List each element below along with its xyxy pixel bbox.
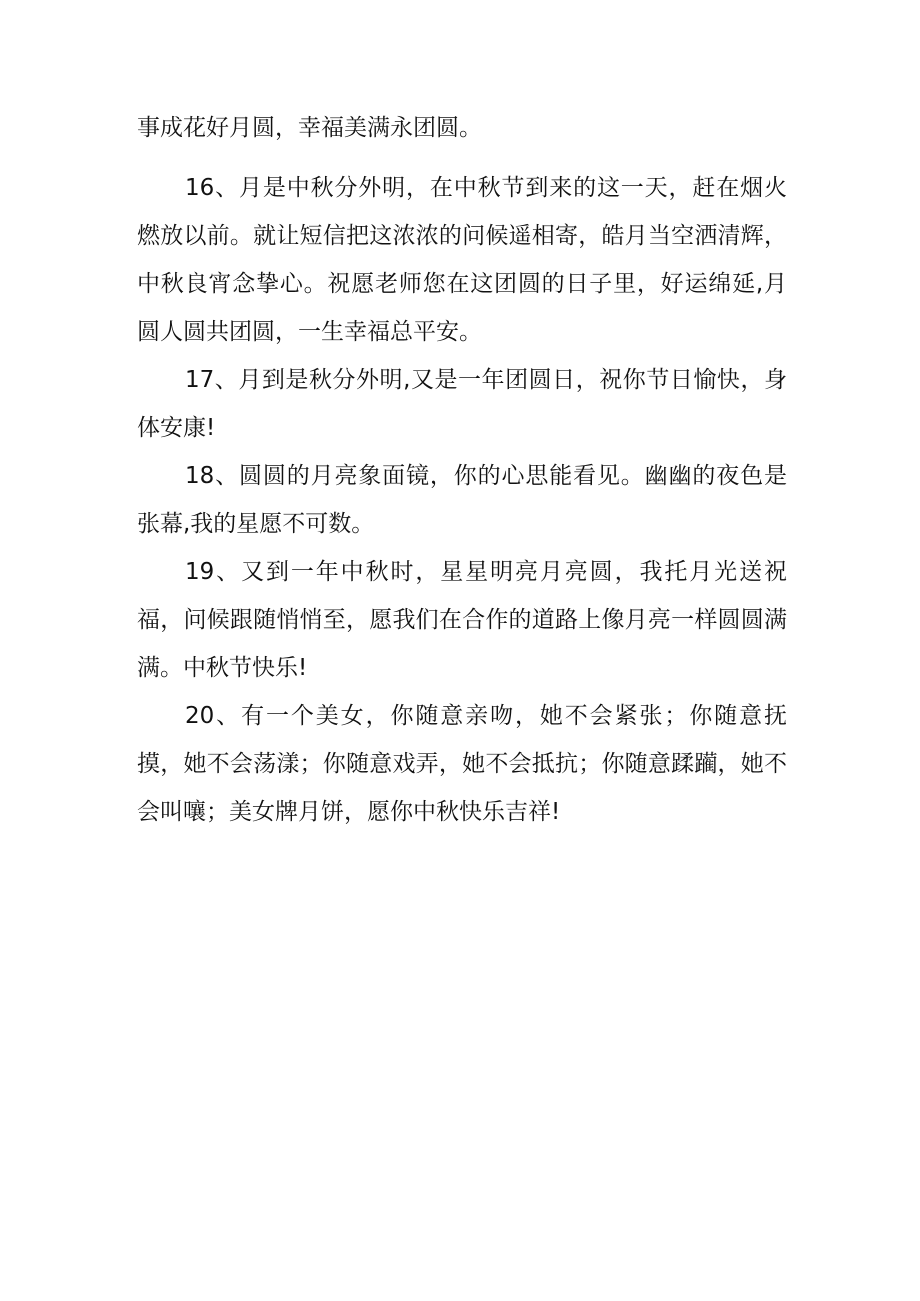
- paragraph-continuation: 事成花好月圆，幸福美满永团圆。: [137, 115, 482, 141]
- paragraph-16: 16、月是中秋分外明，在中秋节到来的这一天，赶在烟火燃放以前。就让短信把这浓浓的问候遥相寄，皓月当空洒清辉，中秋良宵念挚心。祝愿老师您在这团圆的日子里，好运绵延,月圆人圆共团圆，一生幸福总平安。: [137, 175, 787, 345]
- document-body: [137, 104, 787, 836]
- paragraph-17: 17、月到是秋分外明,又是一年团圆日，祝你节日愉快，身体安康!: [137, 367, 787, 441]
- paragraph-18: 18、圆圆的月亮象面镜，你的心思能看见。幽幽的夜色是张幕,我的星愿不可数。: [137, 463, 787, 537]
- paragraph-20: 20、有一个美女，你随意亲吻，她不会紧张；你随意抚摸，她不会荡漾；你随意戏弄，她不会抵抗；你随意蹂躏，她不会叫嚷；美女牌月饼，愿你中秋快乐吉祥!: [137, 703, 787, 825]
- paragraph-19: 19、又到一年中秋时，星星明亮月亮圆，我托月光送祝福，问候跟随悄悄至，愿我们在合作的道路上像月亮一样圆圆满满。中秋节快乐!: [137, 559, 787, 681]
